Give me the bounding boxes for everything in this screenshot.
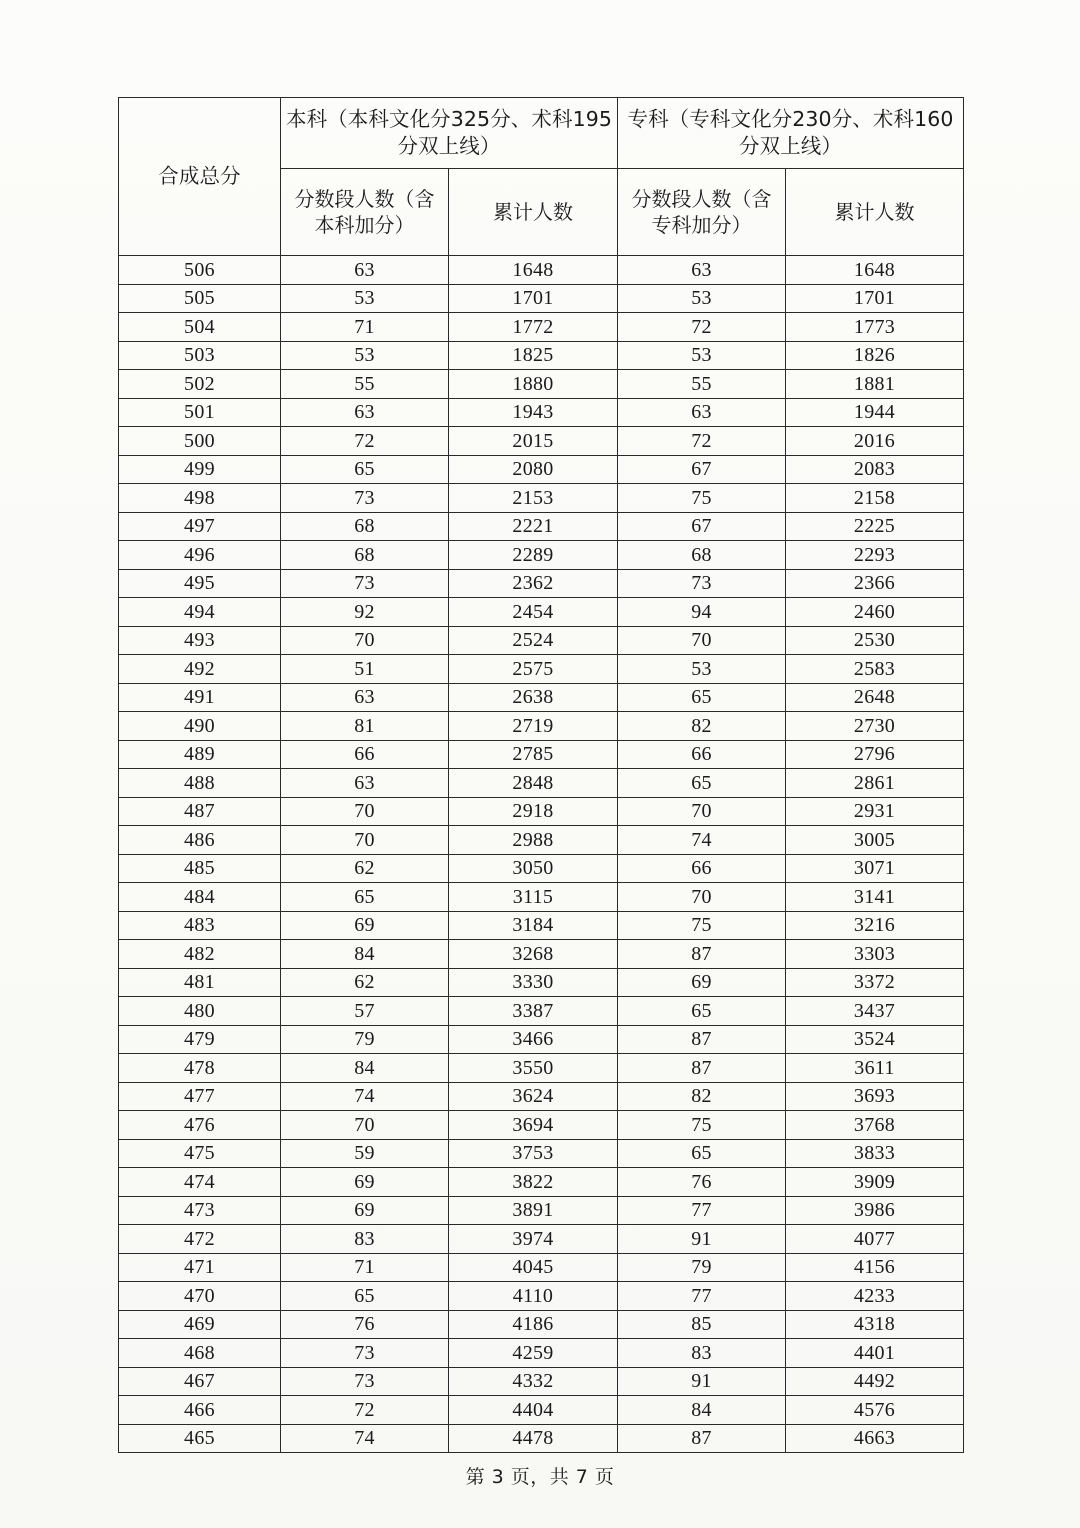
cell-count: 53: [618, 284, 786, 313]
cell-count: 68: [281, 541, 449, 570]
cell-count: 4156: [786, 1253, 964, 1282]
table-row: [119, 883, 964, 912]
cell-count: 4233: [786, 1282, 964, 1311]
cell-count: 3115: [449, 883, 618, 912]
table-row: [119, 1367, 964, 1396]
cell-total-score: 473: [119, 1196, 281, 1225]
cell-count: 2366: [786, 569, 964, 598]
cell-count: 2918: [449, 797, 618, 826]
cell-count: 3822: [449, 1168, 618, 1197]
table-row: [119, 1310, 964, 1339]
cell-count: 65: [618, 769, 786, 798]
table-row: [119, 1225, 964, 1254]
cell-total-score: 506: [119, 256, 281, 285]
cell-count: 3372: [786, 968, 964, 997]
table-row: [119, 940, 964, 969]
cell-count: 3694: [449, 1111, 618, 1140]
table-row: [119, 1282, 964, 1311]
cell-count: 73: [618, 569, 786, 598]
table-row: [119, 826, 964, 855]
cell-count: 2454: [449, 598, 618, 627]
cell-count: 3330: [449, 968, 618, 997]
cell-count: 69: [618, 968, 786, 997]
cell-count: 77: [618, 1282, 786, 1311]
cell-count: 2785: [449, 740, 618, 769]
cell-count: 62: [281, 968, 449, 997]
cell-count: 3437: [786, 997, 964, 1026]
cell-total-score: 476: [119, 1111, 281, 1140]
cell-total-score: 495: [119, 569, 281, 598]
cell-count: 1648: [786, 256, 964, 285]
cell-count: 4332: [449, 1367, 618, 1396]
table-row: [119, 1424, 964, 1453]
cell-count: 87: [618, 1424, 786, 1453]
cell-count: 3693: [786, 1082, 964, 1111]
cell-count: 74: [281, 1424, 449, 1453]
cell-count: 91: [618, 1225, 786, 1254]
cell-count: 55: [618, 370, 786, 399]
cell-count: 63: [281, 683, 449, 712]
cell-count: 71: [281, 1253, 449, 1282]
cell-count: 63: [281, 256, 449, 285]
cell-total-score: 491: [119, 683, 281, 712]
cell-count: 2575: [449, 655, 618, 684]
cell-count: 70: [281, 1111, 449, 1140]
cell-count: 3524: [786, 1025, 964, 1054]
cell-count: 1826: [786, 341, 964, 370]
cell-total-score: 490: [119, 712, 281, 741]
cell-total-score: 466: [119, 1396, 281, 1425]
cell-total-score: 470: [119, 1282, 281, 1311]
cell-total-score: 467: [119, 1367, 281, 1396]
cell-count: 4492: [786, 1367, 964, 1396]
cell-total-score: 469: [119, 1310, 281, 1339]
table-row: [119, 598, 964, 627]
cell-count: 2530: [786, 626, 964, 655]
cell-count: 2583: [786, 655, 964, 684]
cell-total-score: 486: [119, 826, 281, 855]
cell-count: 68: [281, 512, 449, 541]
cell-count: 76: [281, 1310, 449, 1339]
cell-count: 3141: [786, 883, 964, 912]
cell-count: 75: [618, 1111, 786, 1140]
cell-total-score: 488: [119, 769, 281, 798]
cell-count: 2988: [449, 826, 618, 855]
cell-count: 67: [618, 455, 786, 484]
table-row: [119, 1139, 964, 1168]
cell-count: 55: [281, 370, 449, 399]
cell-count: 71: [281, 313, 449, 342]
cell-count: 3909: [786, 1168, 964, 1197]
table-body: [119, 256, 964, 1453]
cell-count: 3768: [786, 1111, 964, 1140]
cell-count: 63: [618, 398, 786, 427]
cell-count: 4576: [786, 1396, 964, 1425]
cell-count: 63: [618, 256, 786, 285]
cell-total-score: 471: [119, 1253, 281, 1282]
cell-total-score: 489: [119, 740, 281, 769]
table-row: [119, 1111, 964, 1140]
cell-count: 67: [618, 512, 786, 541]
table-header: [119, 98, 964, 256]
table-row: [119, 313, 964, 342]
cell-total-score: 492: [119, 655, 281, 684]
cell-count: 2016: [786, 427, 964, 456]
table-row: [119, 1054, 964, 1083]
cell-count: 65: [281, 883, 449, 912]
cell-count: 74: [618, 826, 786, 855]
cell-count: 70: [618, 883, 786, 912]
table-row: [119, 341, 964, 370]
cell-count: 70: [618, 626, 786, 655]
cell-count: 1825: [449, 341, 618, 370]
table-row: [119, 398, 964, 427]
cell-total-score: 497: [119, 512, 281, 541]
table-row: [119, 655, 964, 684]
table-row: [119, 683, 964, 712]
cell-count: 79: [618, 1253, 786, 1282]
cell-count: 81: [281, 712, 449, 741]
cell-count: 94: [618, 598, 786, 627]
cell-count: 1943: [449, 398, 618, 427]
cell-count: 2225: [786, 512, 964, 541]
cell-count: 2730: [786, 712, 964, 741]
cell-total-score: 472: [119, 1225, 281, 1254]
cell-count: 4045: [449, 1253, 618, 1282]
cell-count: 59: [281, 1139, 449, 1168]
cell-count: 66: [618, 854, 786, 883]
cell-count: 63: [281, 398, 449, 427]
cell-count: 1773: [786, 313, 964, 342]
table-row: [119, 712, 964, 741]
cell-count: 75: [618, 911, 786, 940]
cell-count: 82: [618, 1082, 786, 1111]
cell-count: 84: [281, 940, 449, 969]
cell-count: 3071: [786, 854, 964, 883]
cell-count: 62: [281, 854, 449, 883]
cell-total-score: 478: [119, 1054, 281, 1083]
cell-count: 77: [618, 1196, 786, 1225]
cell-count: 3216: [786, 911, 964, 940]
cell-count: 70: [281, 797, 449, 826]
table-row: [119, 370, 964, 399]
cell-count: 65: [281, 455, 449, 484]
cell-count: 70: [281, 626, 449, 655]
cell-total-score: 468: [119, 1339, 281, 1368]
cell-count: 3550: [449, 1054, 618, 1083]
cell-count: 3624: [449, 1082, 618, 1111]
cell-count: 2221: [449, 512, 618, 541]
cell-count: 2638: [449, 683, 618, 712]
cell-count: 4110: [449, 1282, 618, 1311]
cell-count: 69: [281, 911, 449, 940]
cell-total-score: 494: [119, 598, 281, 627]
cell-count: 82: [618, 712, 786, 741]
cell-count: 3184: [449, 911, 618, 940]
table-row: [119, 569, 964, 598]
cell-count: 74: [281, 1082, 449, 1111]
cell-count: 2153: [449, 484, 618, 513]
cell-count: 1701: [449, 284, 618, 313]
cell-count: 73: [281, 1339, 449, 1368]
table-row: [119, 997, 964, 1026]
cell-count: 1648: [449, 256, 618, 285]
cell-count: 1944: [786, 398, 964, 427]
page-footer: 第 3 页，共 7 页: [465, 1466, 615, 1488]
cell-count: 3891: [449, 1196, 618, 1225]
cell-count: 2015: [449, 427, 618, 456]
cell-count: 2848: [449, 769, 618, 798]
cell-count: 66: [281, 740, 449, 769]
cell-count: 65: [618, 683, 786, 712]
cell-count: 2796: [786, 740, 964, 769]
cell-count: 87: [618, 1025, 786, 1054]
cell-count: 87: [618, 940, 786, 969]
cell-count: 83: [618, 1339, 786, 1368]
cell-count: 4186: [449, 1310, 618, 1339]
cell-count: 69: [281, 1168, 449, 1197]
cell-total-score: 503: [119, 341, 281, 370]
cell-count: 1881: [786, 370, 964, 399]
cell-count: 2648: [786, 683, 964, 712]
cell-count: 2080: [449, 455, 618, 484]
cell-count: 57: [281, 997, 449, 1026]
cell-count: 73: [281, 484, 449, 513]
table-row: [119, 1168, 964, 1197]
cell-total-score: 482: [119, 940, 281, 969]
score-distribution-table: [118, 97, 964, 1453]
cell-count: 70: [281, 826, 449, 855]
cell-count: 68: [618, 541, 786, 570]
cell-count: 65: [618, 997, 786, 1026]
cell-count: 2289: [449, 541, 618, 570]
cell-count: 3833: [786, 1139, 964, 1168]
cell-count: 3986: [786, 1196, 964, 1225]
cell-count: 91: [618, 1367, 786, 1396]
cell-total-score: 479: [119, 1025, 281, 1054]
cell-count: 69: [281, 1196, 449, 1225]
table-row: [119, 1396, 964, 1425]
table-row: [119, 427, 964, 456]
cell-total-score: 481: [119, 968, 281, 997]
cell-count: 66: [618, 740, 786, 769]
cell-count: 2293: [786, 541, 964, 570]
cell-count: 2083: [786, 455, 964, 484]
cell-count: 72: [618, 427, 786, 456]
cell-count: 53: [281, 341, 449, 370]
column-group-header-undergraduate: 本科（本科文化分325分、术科195分双上线）: [281, 98, 618, 169]
cell-count: 2719: [449, 712, 618, 741]
cell-count: 72: [281, 427, 449, 456]
score-distribution-table-container: [118, 97, 963, 1453]
column-header-undergraduate-segment-count: 分数段人数（含本科加分）: [281, 169, 449, 256]
cell-count: 4401: [786, 1339, 964, 1368]
cell-count: 87: [618, 1054, 786, 1083]
cell-count: 53: [281, 284, 449, 313]
table-row: [119, 968, 964, 997]
cell-count: 83: [281, 1225, 449, 1254]
column-group-header-vocational: 专科（专科文化分230分、术科160分双上线）: [618, 98, 964, 169]
cell-count: 51: [281, 655, 449, 684]
table-row: [119, 1339, 964, 1368]
cell-count: 3268: [449, 940, 618, 969]
cell-count: 70: [618, 797, 786, 826]
table-row: [119, 769, 964, 798]
table-row: [119, 256, 964, 285]
cell-total-score: 496: [119, 541, 281, 570]
cell-count: 3303: [786, 940, 964, 969]
cell-count: 3753: [449, 1139, 618, 1168]
cell-total-score: 493: [119, 626, 281, 655]
cell-count: 73: [281, 1367, 449, 1396]
cell-total-score: 485: [119, 854, 281, 883]
table-row: [119, 512, 964, 541]
cell-total-score: 498: [119, 484, 281, 513]
cell-total-score: 477: [119, 1082, 281, 1111]
cell-count: 92: [281, 598, 449, 627]
table-row: [119, 1253, 964, 1282]
cell-count: 2460: [786, 598, 964, 627]
cell-count: 2524: [449, 626, 618, 655]
cell-total-score: 502: [119, 370, 281, 399]
column-header-vocational-segment-count: 分数段人数（含专科加分）: [618, 169, 786, 256]
table-row: [119, 626, 964, 655]
cell-total-score: 499: [119, 455, 281, 484]
cell-count: 1772: [449, 313, 618, 342]
cell-count: 4478: [449, 1424, 618, 1453]
cell-count: 2931: [786, 797, 964, 826]
cell-count: 85: [618, 1310, 786, 1339]
cell-count: 63: [281, 769, 449, 798]
cell-count: 84: [281, 1054, 449, 1083]
cell-count: 53: [618, 655, 786, 684]
table-row: [119, 854, 964, 883]
cell-count: 1701: [786, 284, 964, 313]
cell-count: 2861: [786, 769, 964, 798]
cell-count: 3611: [786, 1054, 964, 1083]
cell-count: 84: [618, 1396, 786, 1425]
cell-count: 3387: [449, 997, 618, 1026]
cell-count: 3050: [449, 854, 618, 883]
table-row: [119, 1196, 964, 1225]
cell-count: 4663: [786, 1424, 964, 1453]
cell-total-score: 487: [119, 797, 281, 826]
table-row: [119, 1082, 964, 1111]
cell-count: 53: [618, 341, 786, 370]
table-row: [119, 1025, 964, 1054]
table-row: [119, 797, 964, 826]
column-header-total-score: 合成总分: [119, 98, 281, 256]
cell-count: 76: [618, 1168, 786, 1197]
cell-count: 3005: [786, 826, 964, 855]
table-row: [119, 911, 964, 940]
cell-total-score: 501: [119, 398, 281, 427]
table-row: [119, 541, 964, 570]
cell-total-score: 500: [119, 427, 281, 456]
cell-total-score: 505: [119, 284, 281, 313]
cell-total-score: 483: [119, 911, 281, 940]
table-header-group-row: [119, 98, 964, 169]
cell-count: 2362: [449, 569, 618, 598]
table-row: [119, 284, 964, 313]
cell-count: 3466: [449, 1025, 618, 1054]
cell-count: 73: [281, 569, 449, 598]
cell-total-score: 504: [119, 313, 281, 342]
cell-count: 4259: [449, 1339, 618, 1368]
cell-total-score: 480: [119, 997, 281, 1026]
cell-total-score: 475: [119, 1139, 281, 1168]
cell-count: 72: [618, 313, 786, 342]
table-row: [119, 484, 964, 513]
column-header-vocational-cumulative-count: 累计人数: [786, 169, 964, 256]
cell-count: 72: [281, 1396, 449, 1425]
cell-count: 65: [281, 1282, 449, 1311]
cell-total-score: 465: [119, 1424, 281, 1453]
cell-count: 65: [618, 1139, 786, 1168]
cell-count: 1880: [449, 370, 618, 399]
cell-count: 4404: [449, 1396, 618, 1425]
cell-count: 2158: [786, 484, 964, 513]
cell-count: 3974: [449, 1225, 618, 1254]
cell-count: 79: [281, 1025, 449, 1054]
cell-count: 4077: [786, 1225, 964, 1254]
cell-count: 75: [618, 484, 786, 513]
cell-total-score: 484: [119, 883, 281, 912]
cell-total-score: 474: [119, 1168, 281, 1197]
table-row: [119, 455, 964, 484]
cell-count: 4318: [786, 1310, 964, 1339]
table-row: [119, 740, 964, 769]
column-header-undergraduate-cumulative-count: 累计人数: [449, 169, 618, 256]
